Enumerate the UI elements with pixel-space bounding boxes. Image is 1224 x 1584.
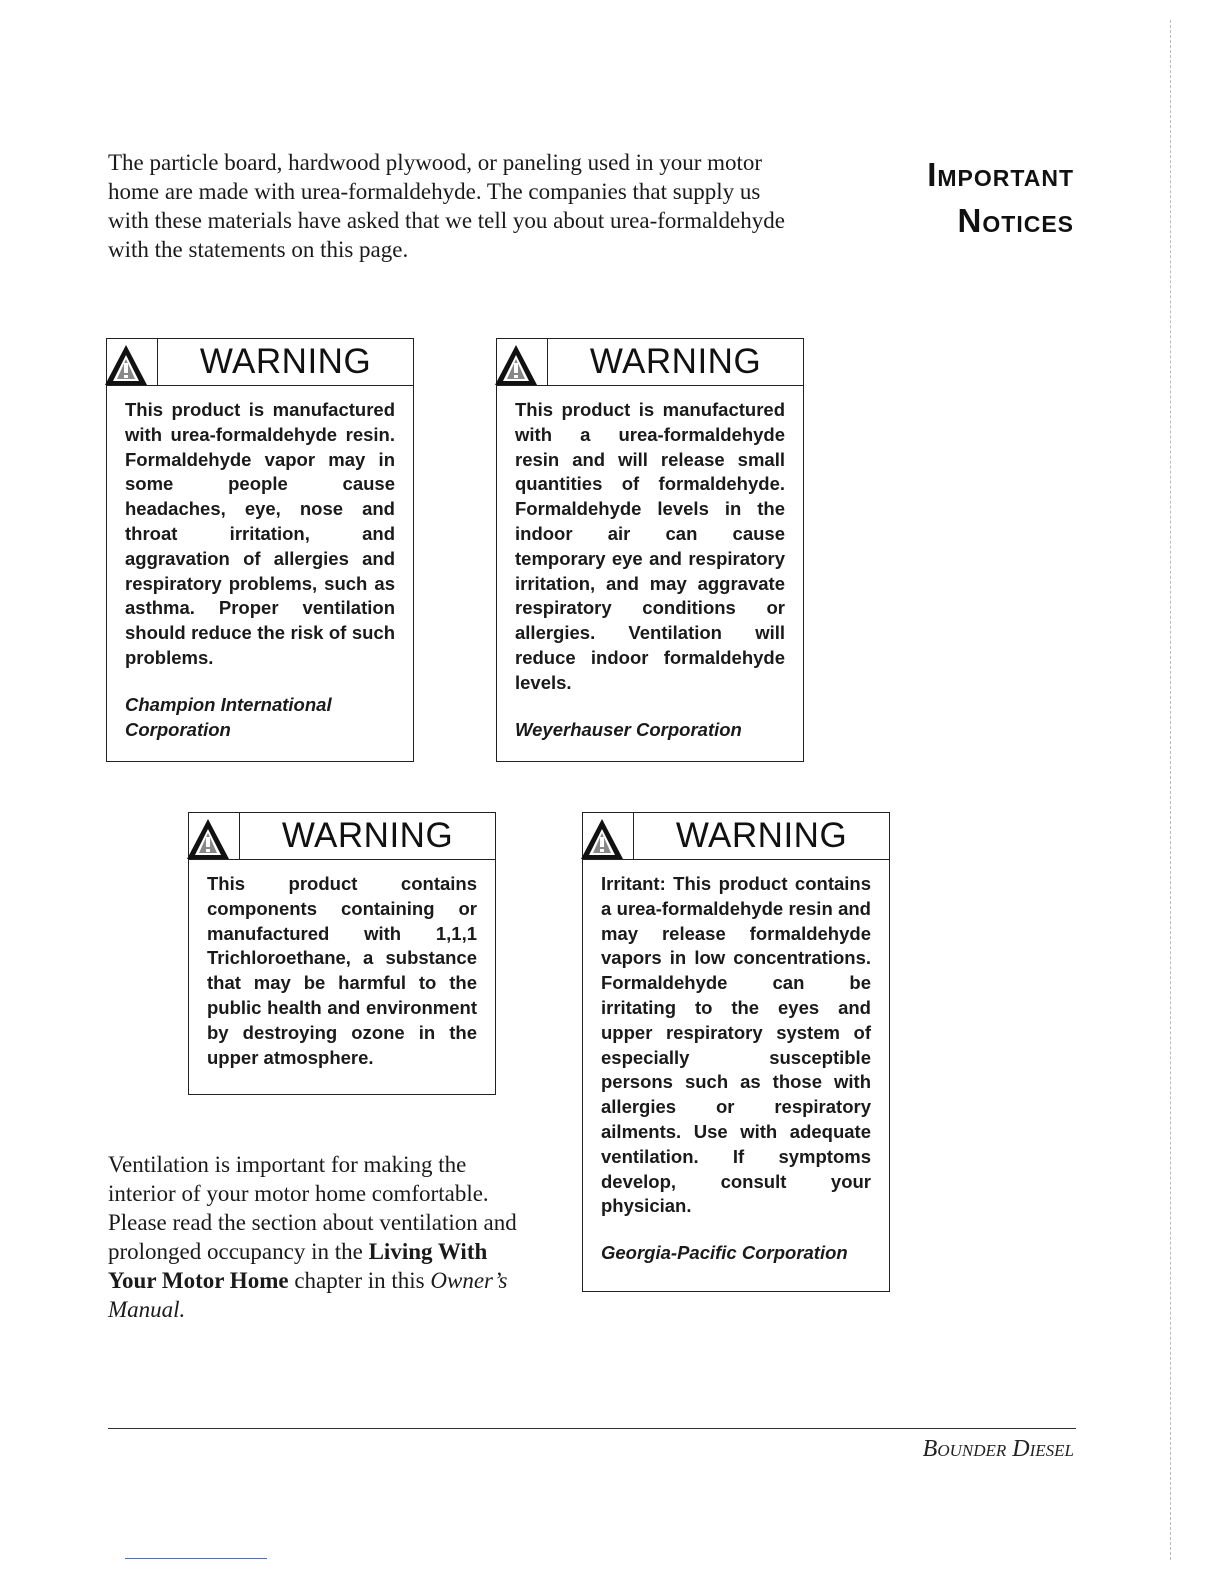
warning-text: This product contains components containing or manufactured with 1,1,1 Trichloroethane, a substance that may be harmful to the public health and environment by destroying ozone in the upper atmosphere. bbox=[207, 873, 477, 1068]
warning-triangle-icon bbox=[493, 341, 539, 387]
warning-triangle-icon bbox=[185, 815, 231, 861]
manual-reference: Owner’s Manual. bbox=[108, 1268, 508, 1322]
section-title-line1: Important bbox=[927, 156, 1074, 193]
warning-title: WARNING bbox=[239, 813, 495, 859]
warning-header bbox=[189, 813, 495, 860]
ventilation-text-middle: chapter in this bbox=[288, 1268, 431, 1293]
warning-text: This product is manufactured with a urea-formaldehyde resin and will release small quantities of formaldehyde. Formaldehyde levels in the indoor air can cause temporary eye and respiratory irritation, and may aggravate respiratory conditions or allergies. Ventilation will reduce indoor formaldehyde levels. bbox=[515, 399, 785, 693]
warning-title: WARNING bbox=[633, 813, 889, 859]
chapter-reference: Living With Your Motor Home bbox=[108, 1239, 488, 1293]
section-title bbox=[927, 152, 1074, 244]
warning-box-weyerhauser bbox=[496, 338, 804, 762]
warning-box-champion bbox=[106, 338, 414, 762]
intro-paragraph: The particle board, hardwood plywood, or paneling used in your motor home are made with urea-formaldehyde. The companies that supply us with these materials have asked that we tell you about urea-formaldehyde with the statements on this page. bbox=[108, 150, 785, 262]
warning-triangle-icon bbox=[103, 341, 149, 387]
warning-source: Weyerhauser Corporation bbox=[515, 718, 742, 740]
warning-title: WARNING bbox=[157, 339, 413, 385]
warning-source: Georgia-Pacific Corporation bbox=[601, 1242, 848, 1264]
ventilation-text: Ventilation is important for making the interior of your motor home comfortable. Please read the section about ventilation and prolonged occupancy in the bbox=[108, 1152, 517, 1264]
warning-title: WARNING bbox=[547, 339, 803, 385]
section-title-line2: Notices bbox=[957, 202, 1074, 239]
warning-text: Irritant: This product contains a urea-formaldehyde resin and may release formaldehyde vapors in low concentrations. Formaldehyde can be irritating to the eyes and upper respiratory system of especially susceptible persons such as those with allergies or respiratory ailments. Use with adequate ventilation. If symptoms develop, consult your physician. bbox=[601, 873, 871, 1217]
warning-box-georgia-pacific bbox=[582, 812, 890, 1292]
ventilation-paragraph bbox=[108, 1150, 538, 1324]
warning-body bbox=[107, 386, 413, 758]
scan-margin-line bbox=[1170, 20, 1171, 1560]
warning-header bbox=[583, 813, 889, 860]
warning-triangle-icon bbox=[579, 815, 625, 861]
warning-body bbox=[583, 860, 889, 1282]
footer-brand: Bounder Diesel bbox=[922, 1436, 1074, 1462]
footer-rule bbox=[108, 1428, 1076, 1429]
warning-source: Champion International Corporation bbox=[125, 693, 332, 740]
warning-header bbox=[107, 339, 413, 386]
warning-body bbox=[497, 386, 803, 758]
warning-body bbox=[189, 860, 495, 1086]
warning-text: This product is manufactured with urea-formaldehyde resin. Formaldehyde vapor may in some people cause headaches, eye, nose and throat irritation, and aggravation of allergies and respiratory problems, such as asthma. Proper ventilation should reduce the risk of such problems. bbox=[125, 399, 395, 668]
bottom-edge-line bbox=[125, 1558, 267, 1559]
warning-header bbox=[497, 339, 803, 386]
warning-box-trichloroethane bbox=[188, 812, 496, 1095]
